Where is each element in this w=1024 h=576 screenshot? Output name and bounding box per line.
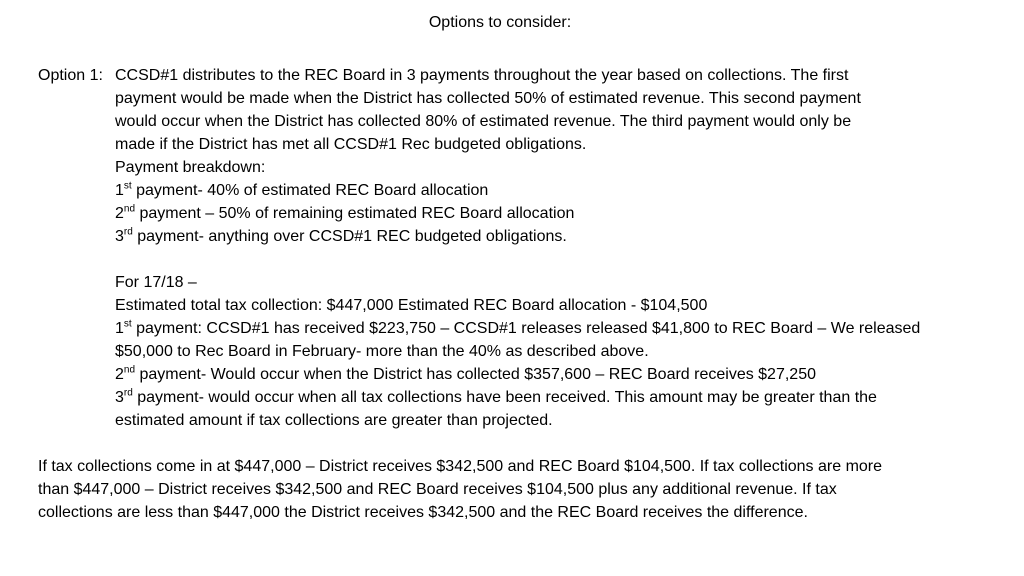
option-body: [115, 64, 985, 432]
payment-text: payment: CCSD#1 has received $223,750 – CCSD#1 releases released $41,800 to REC Board – We released: [131, 320, 921, 337]
ordinal-number: 1: [115, 182, 124, 199]
closing-line: If tax collections come in at $447,000 – District receives $342,500 and REC Board $104,500. If tax collections are more: [38, 458, 883, 475]
spacer: [115, 248, 985, 271]
payment-item: [115, 386, 985, 409]
ordinal-suffix: nd: [123, 364, 136, 376]
ordinal-number: 3: [115, 389, 124, 406]
breakdown-heading: Payment breakdown:: [115, 159, 266, 176]
option-label: Option 1:: [38, 67, 103, 84]
ordinal-number: 3: [115, 228, 124, 245]
ordinal-number: 2: [115, 366, 124, 383]
ordinal-suffix: rd: [123, 387, 133, 399]
closing-line: collections are less than $447,000 the District receives $342,500 and the REC Board receives the difference.: [38, 504, 808, 521]
ordinal-suffix: rd: [123, 226, 133, 238]
year-heading: For 17/18 –: [115, 274, 197, 291]
page-title: Options to consider:: [428, 14, 572, 31]
breakdown-item: [115, 225, 985, 248]
payment-text: payment- would occur when all tax collections have been received. This amount may be greater than the: [132, 389, 877, 406]
closing-paragraph: [38, 455, 998, 524]
breakdown-text: payment- 40% of estimated REC Board allocation: [131, 182, 489, 199]
payment-item: [115, 363, 985, 386]
ordinal-suffix: st: [123, 318, 132, 330]
breakdown-text: payment- anything over CCSD#1 REC budgeted obligations.: [132, 228, 567, 245]
ordinal-number: 2: [115, 205, 124, 222]
breakdown-item: [115, 202, 985, 225]
payment-item: [115, 317, 985, 340]
estimate-line: Estimated total tax collection: $447,000 Estimated REC Board allocation - $104,500: [115, 297, 708, 314]
intro-line: made if the District has met all CCSD#1 Rec budgeted obligations.: [115, 136, 587, 153]
closing-line: than $447,000 – District receives $342,500 and REC Board receives $104,500 plus any additional revenue. If tax: [38, 481, 837, 498]
breakdown-item: [115, 179, 985, 202]
intro-line: would occur when the District has collected 80% of estimated revenue. The third payment would only be: [115, 113, 852, 130]
payment-continuation: estimated amount if tax collections are greater than projected.: [115, 412, 553, 429]
ordinal-suffix: nd: [123, 203, 136, 215]
intro-line: payment would be made when the District has collected 50% of estimated revenue. This second payment: [115, 90, 861, 107]
ordinal-suffix: st: [123, 180, 132, 192]
intro-line: CCSD#1 distributes to the REC Board in 3 payments throughout the year based on collections. The first: [115, 67, 849, 84]
ordinal-number: 1: [115, 320, 124, 337]
payment-continuation: $50,000 to Rec Board in February- more than the 40% as described above.: [115, 343, 649, 360]
payment-text: payment- Would occur when the District has collected $357,600 – REC Board receives $27,250: [135, 366, 816, 383]
breakdown-text: payment – 50% of remaining estimated REC Board allocation: [135, 205, 575, 222]
